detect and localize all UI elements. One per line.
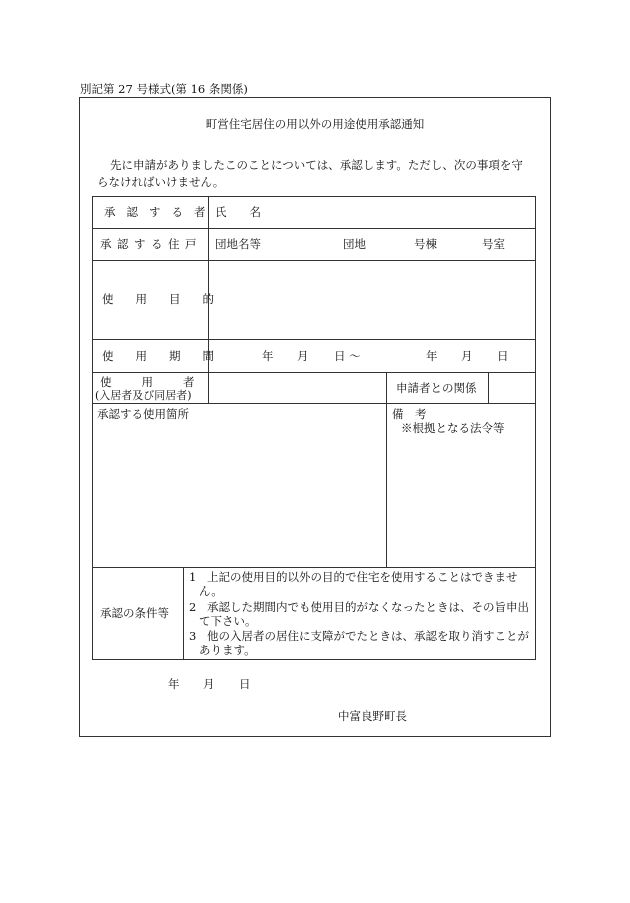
remarks-note: ※根拠となる法令等 (401, 421, 505, 435)
label-conditions: 承認の条件等 (100, 606, 169, 620)
period-start-year: 年 (262, 349, 274, 363)
intro-text-line2: らなければいけません。 (97, 175, 225, 189)
condition-3-line2: あります。 (199, 643, 256, 657)
label-building: 号棟 (414, 237, 437, 251)
label-period: 使用期間 (102, 349, 236, 363)
table-rule (92, 228, 536, 229)
table-rule (92, 567, 536, 568)
date-day: 日 (239, 677, 251, 691)
table-border-bottom (92, 659, 536, 660)
table-rule (92, 372, 536, 373)
condition-3-line1: 他の入居者の居住に支障がでたときは、承認を取り消すことが (207, 629, 529, 643)
table-col-divider (386, 372, 387, 567)
table-border-left (92, 196, 93, 659)
period-end-day: 日 (497, 349, 509, 363)
label-room: 号室 (482, 237, 505, 251)
label-user: 使用者 (100, 375, 225, 389)
label-complex-name: 団地名等 (215, 237, 261, 251)
table-rule (92, 260, 536, 261)
issuer-name: 中富良野町長 (338, 709, 407, 723)
intro-text-line1: 先に申請がありましたこのことについては、承認します。ただし、次の事項を守 (110, 158, 523, 172)
document-title: 町営住宅居住の用以外の用途使用承認通知 (205, 117, 425, 131)
condition-1-num: 1 (189, 570, 197, 584)
label-name: 氏 名 (215, 205, 261, 219)
period-start-month: 月 (297, 349, 309, 363)
label-remarks: 備 考 (392, 407, 427, 421)
period-end-year: 年 (426, 349, 438, 363)
condition-2-line1: 承認した期間内でも使用目的がなくなったときは、その旨申出 (207, 600, 529, 614)
label-address: 承認する住戸 (100, 237, 202, 251)
table-border-right (535, 196, 536, 659)
condition-2-num: 2 (189, 600, 197, 614)
condition-1-line1: 上記の使用目的以外の目的で住宅を使用することはできませ (207, 570, 518, 584)
label-purpose: 使用目的 (102, 292, 236, 306)
condition-1-line2: ん。 (199, 584, 223, 598)
label-place: 承認する使用箇所 (97, 407, 189, 421)
label-danchi: 団地 (343, 237, 366, 251)
table-border-top (92, 196, 536, 197)
date-year: 年 (168, 677, 180, 691)
condition-3-num: 3 (189, 629, 197, 643)
label-approver: 承認する者 (104, 205, 217, 219)
period-end-month: 月 (461, 349, 473, 363)
table-rule (92, 339, 536, 340)
period-start-day: 日 ～ (334, 349, 361, 363)
form-reference: 別記第 27 号様式(第 16 条関係) (80, 82, 248, 96)
date-month: 月 (203, 677, 215, 691)
label-relation: 申請者との関係 (396, 381, 477, 395)
table-col-divider (183, 567, 184, 659)
table-col-divider (488, 372, 489, 403)
condition-2-line2: て下さい。 (199, 614, 257, 628)
table-rule (92, 403, 536, 404)
label-user-sub: (入居者及び同居者) (95, 389, 192, 402)
